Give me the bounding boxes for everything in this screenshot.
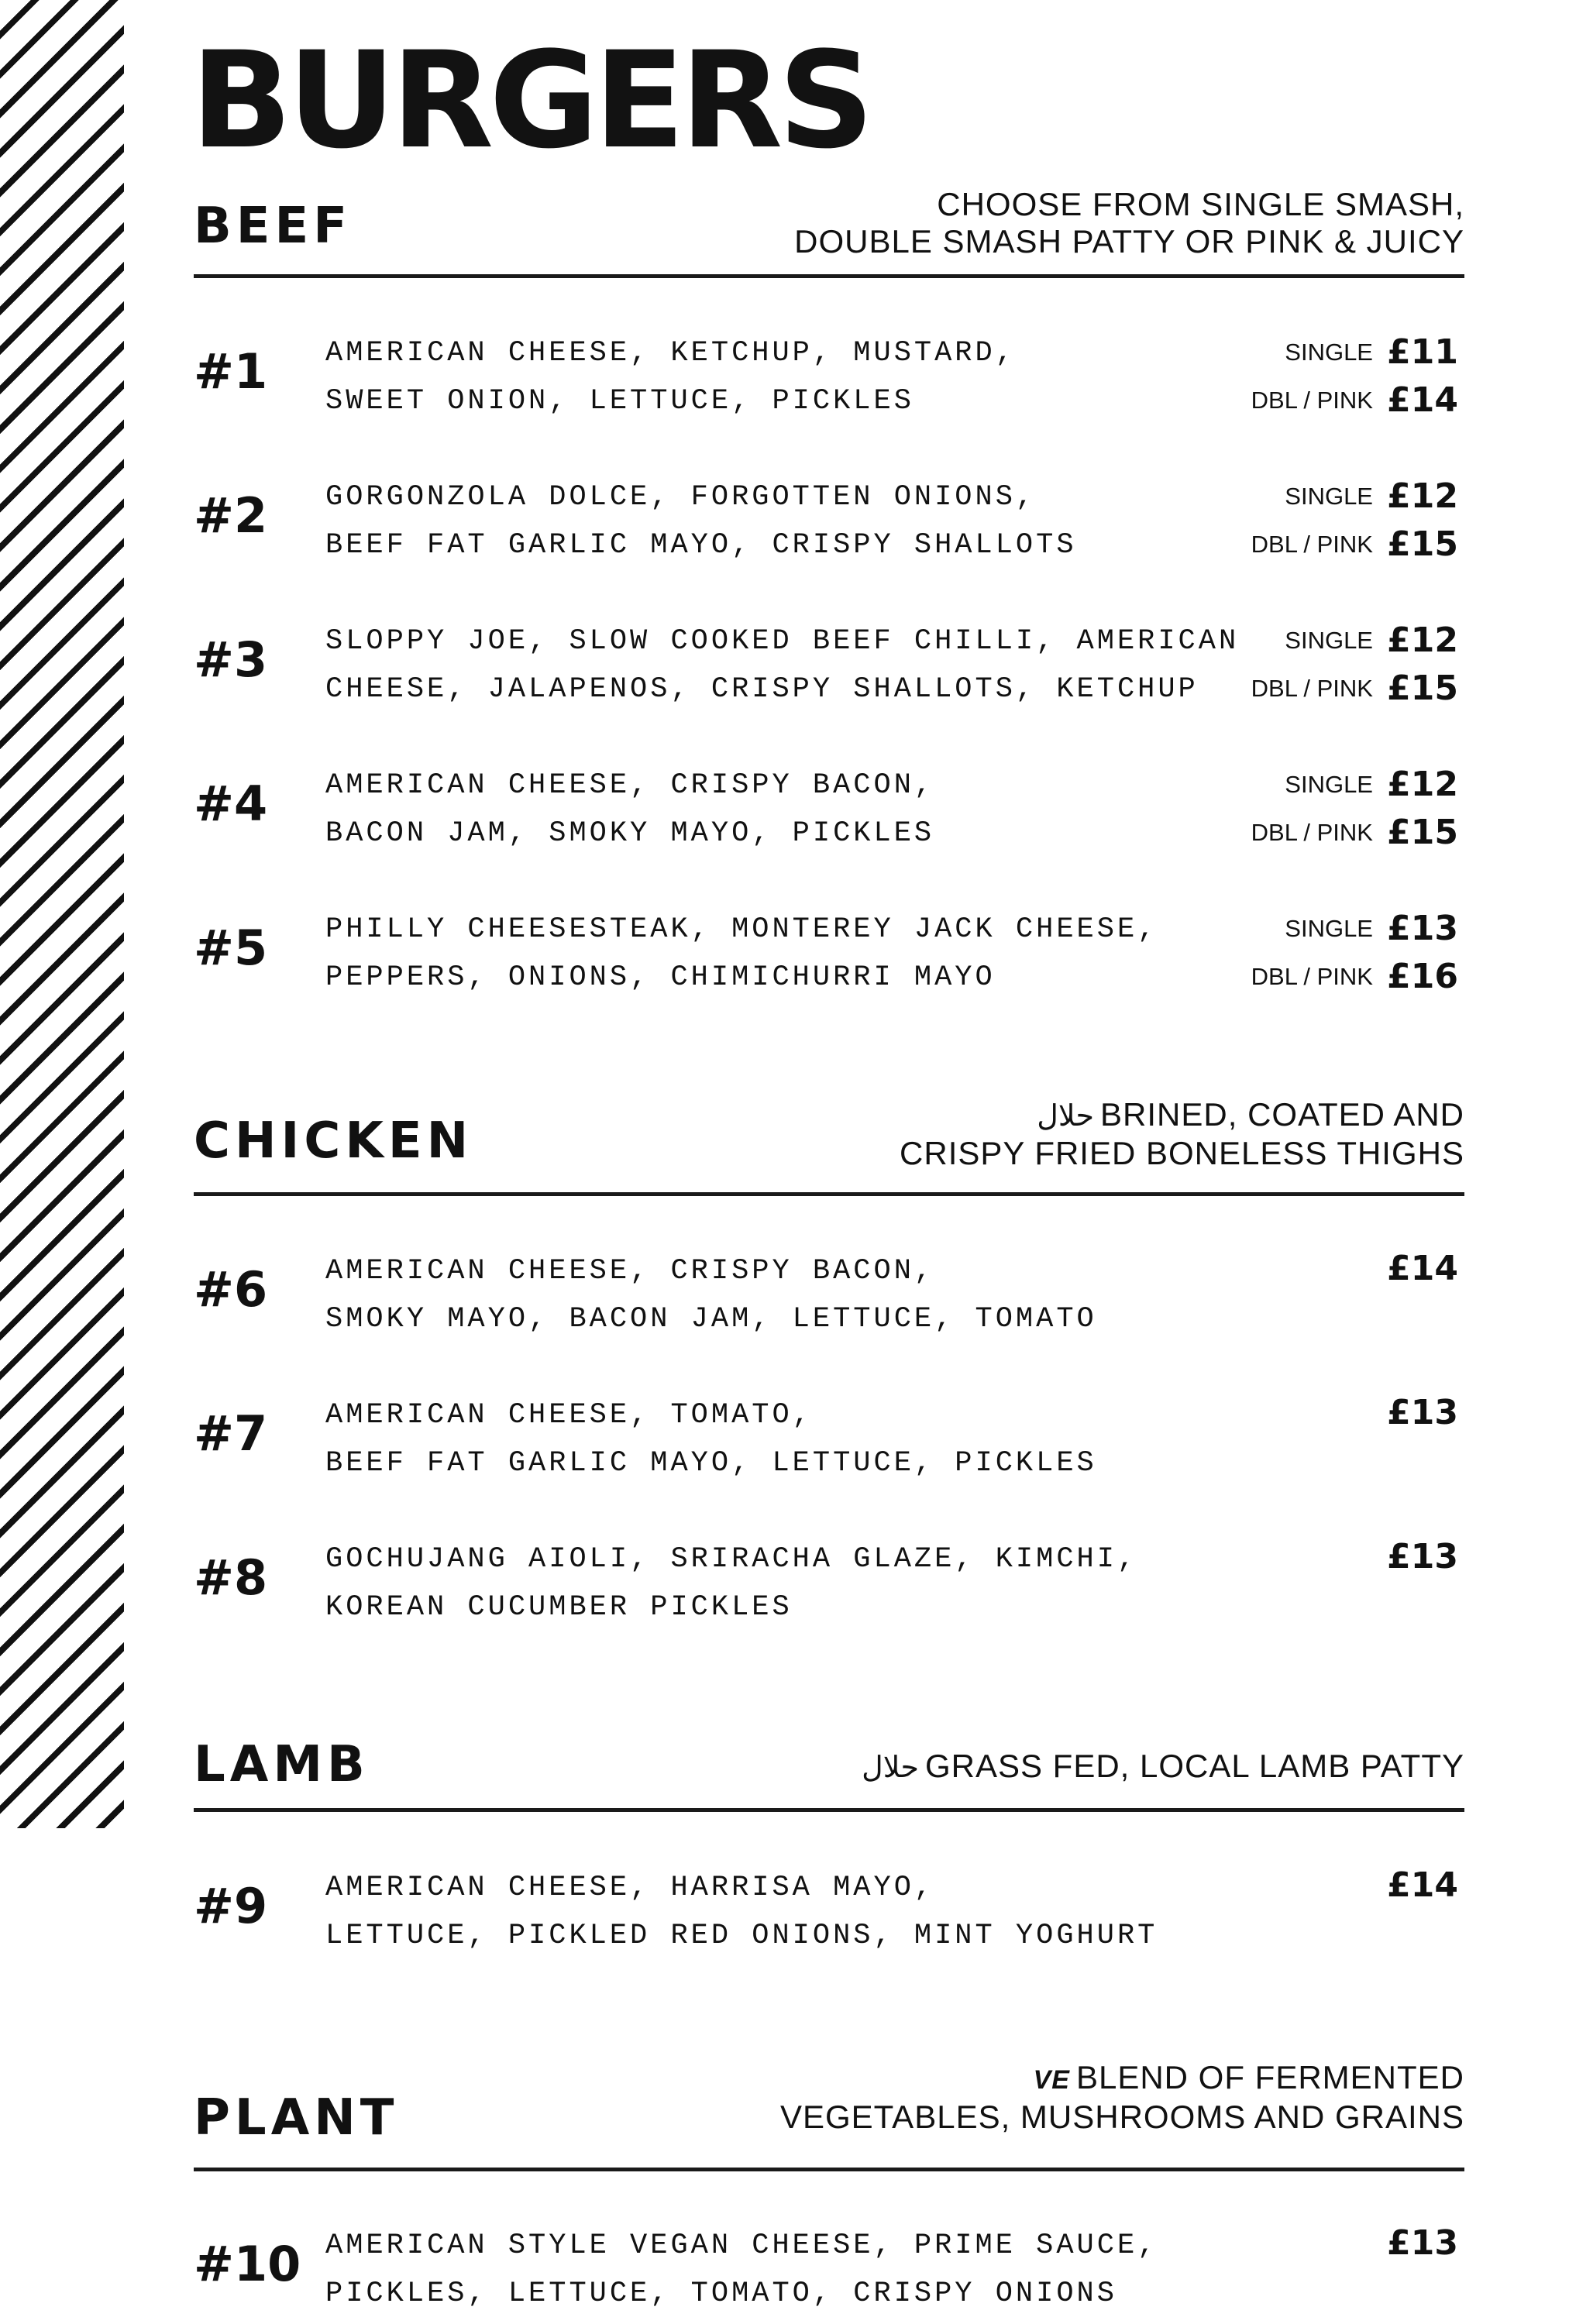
description-line: GOCHUJANG AIOLI, SRIRACHA GLAZE, KIMCHI, [325,1543,1138,1576]
description-line: BEEF FAT GARLIC MAYO, LETTUCE, PICKLES [325,1447,1097,1480]
description-line: CRISPY FRIED BONELESS THIGHS [900,1135,1464,1171]
description-line: CHEESE, JALAPENOS, CRISPY SHALLOTS, KETCHUP [325,673,1199,706]
price-single: £12 [1387,765,1458,804]
item-price: £13 [1387,1537,1458,1576]
price-double: £14 [1387,380,1458,420]
description-text: GRASS FED, LOCAL LAMB PATTY [924,1748,1464,1784]
section-divider [194,2168,1464,2171]
item-price: £14 [1387,1249,1458,1288]
menu-item [194,1247,1464,1348]
description-line [780,2059,1464,2099]
description-line: SLOPPY JOE, SLOW COOKED BEEF CHILLI, AMERICAN [325,625,1240,658]
price-single: £12 [1387,476,1458,516]
description-line: AMERICAN CHEESE, CRISPY BACON, [325,1255,935,1287]
item-description [325,2222,1158,2318]
description-line: AMERICAN CHEESE, CRISPY BACON, [325,769,935,802]
description-line [862,1748,1464,1786]
section-title: CHICKEN [194,1112,473,1170]
description-line: BACON JAM, SMOKY MAYO, PICKLES [325,817,935,850]
item-description [325,906,1158,1002]
menu-item [194,1864,1464,1965]
description-line: CHOOSE FROM SINGLE SMASH, [937,186,1464,222]
description-line: GORGONZOLA DOLCE, FORGOTTEN ONIONS, [325,481,1037,514]
option-double-label: DBL / PINK [1251,819,1373,846]
item-description [325,1864,1158,1960]
description-line: PICKLES, LETTUCE, TOMATO, CRISPY ONIONS [325,2278,1117,2310]
description-line: BEEF FAT GARLIC MAYO, CRISPY SHALLOTS [325,529,1077,562]
description-line: DOUBLE SMASH PATTY OR PINK & JUICY [794,223,1464,260]
item-price: £13 [1387,1393,1458,1432]
price-double: £15 [1387,813,1458,852]
section-divider [194,1808,1464,1812]
menu-item [194,473,1464,574]
price-double: £15 [1387,669,1458,708]
halal-icon: حلال [1037,1100,1095,1133]
menu-item [194,906,1464,1006]
item-number: #2 [194,487,268,544]
option-single-label: SINGLE [1285,627,1373,654]
option-double-label: DBL / PINK [1251,531,1373,558]
description-line: AMERICAN CHEESE, HARRISA MAYO, [325,1872,935,1904]
description-line: LETTUCE, PICKLED RED ONIONS, MINT YOGHURT [325,1920,1158,1952]
section-description [794,186,1464,260]
description-line [900,1096,1464,1135]
section-title: PLANT [194,2089,399,2147]
item-number: #10 [194,2236,301,2292]
item-number: #5 [194,920,268,976]
description-line: VEGETABLES, MUSHROOMS AND GRAINS [779,2099,1464,2135]
description-line: SMOKY MAYO, BACON JAM, LETTUCE, TOMATO [325,1303,1097,1336]
item-description [325,1535,1137,1631]
section-description [900,1096,1464,1172]
section-title: LAMB [194,1736,370,1793]
option-single-label: SINGLE [1285,339,1373,366]
menu-item [194,761,1464,862]
item-number: #8 [194,1549,268,1606]
item-number: #1 [194,343,268,400]
price-single: £12 [1387,621,1458,660]
description-text: BRINED, COATED AND [1100,1096,1464,1133]
section-beef [194,186,1464,1007]
section-lamb [194,1728,1464,1960]
item-description [325,329,1016,425]
option-single-label: SINGLE [1285,771,1373,798]
option-single-label: SINGLE [1285,483,1373,510]
description-line: PEPPERS, ONIONS, CHIMICHURRI MAYO [325,961,996,994]
description-line: AMERICAN CHEESE, TOMATO, [325,1399,813,1432]
description-line: AMERICAN STYLE VEGAN CHEESE, PRIME SAUCE, [325,2229,1158,2262]
item-number: #9 [194,1878,268,1934]
section-plant [194,2059,1464,2315]
menu-item [194,2222,1464,2322]
price-single: £13 [1387,909,1458,948]
price-double: £15 [1387,524,1458,564]
option-double-label: DBL / PINK [1251,675,1373,702]
item-number: #7 [194,1405,268,1462]
section-title: BEEF [194,198,352,255]
item-number: #4 [194,775,268,832]
item-number: #3 [194,631,268,688]
menu-item [194,1391,1464,1492]
vegan-icon: VE [1033,2065,1070,2095]
description-line: SWEET ONION, LETTUCE, PICKLES [325,385,914,418]
section-divider [194,1192,1464,1196]
item-description [325,761,934,858]
menu-title: BURGERS [191,22,870,178]
menu-item [194,329,1464,430]
option-double-label: DBL / PINK [1251,387,1373,414]
item-description [325,473,1077,569]
item-price: £14 [1387,1865,1458,1905]
price-double: £16 [1387,957,1458,996]
item-description [325,1247,1097,1343]
menu-item [194,1535,1464,1636]
section-divider [194,274,1464,278]
description-line: AMERICAN CHEESE, KETCHUP, MUSTARD, [325,337,1016,370]
section-description [862,1748,1464,1786]
item-price: £13 [1387,2223,1458,2263]
halal-icon: حلال [862,1752,919,1784]
section-description [780,2059,1464,2136]
item-description [325,1391,1097,1487]
description-line: PHILLY CHEESESTEAK, MONTEREY JACK CHEESE, [325,913,1158,946]
diagonal-stripes-decoration [0,0,124,1828]
option-single-label: SINGLE [1285,915,1373,942]
description-text: BLEND OF FERMENTED [1075,2059,1464,2095]
item-number: #6 [194,1261,268,1318]
option-double-label: DBL / PINK [1251,963,1373,990]
menu-item [194,617,1464,718]
section-chicken [194,1096,1464,1638]
price-single: £11 [1387,332,1458,372]
item-description [325,617,1239,713]
description-line: KOREAN CUCUMBER PICKLES [325,1591,793,1624]
